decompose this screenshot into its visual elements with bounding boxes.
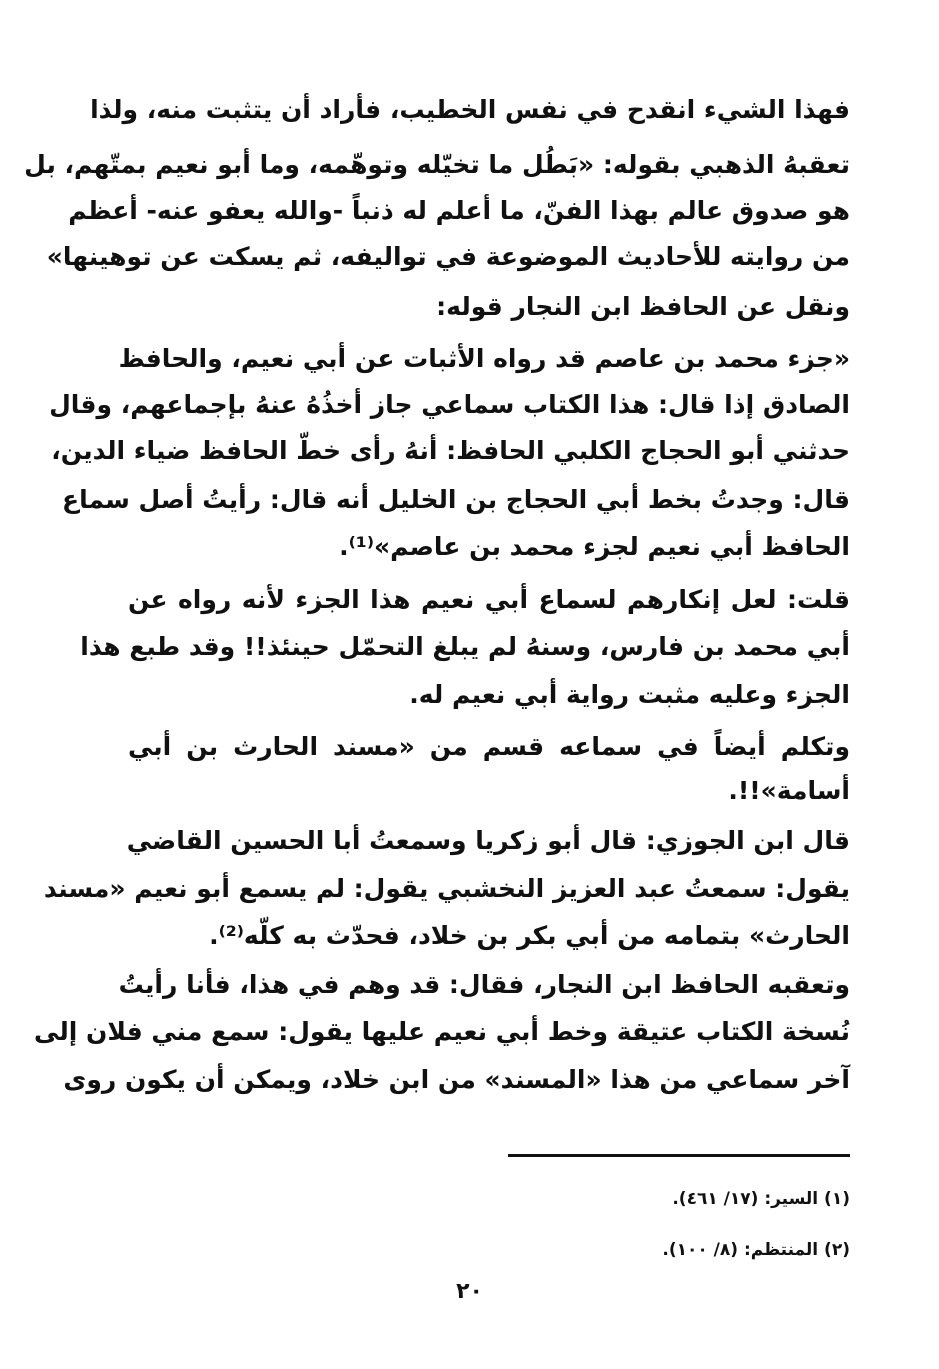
body-line-12: أبي محمد بن فارس، وسنهُ لم يبلغ التحمّل حينئذ!! وقد طبع هذا (80, 632, 850, 661)
body-line-16: قال ابن الجوزي: قال أبو زكريا وسمعتُ أبا الحسين القاضي (126, 826, 850, 855)
body-line-20: نُسخة الكتاب عتيقة وخط أبي نعيم عليها يقول: سمع مني فلان إلى (34, 1017, 850, 1046)
body-line-7: الصادق إذا قال: هذا الكتاب سماعي جاز أخذُهُ عنهُ بإجماعهم، وقال (49, 390, 850, 419)
footnote-2: (٢) المنتظم: (٨/ ١٠٠). (662, 1240, 850, 1260)
footnote-divider (508, 1154, 850, 1157)
body-line-17: يقول: سمعتُ عبد العزيز النخشبي يقول: لم يسمع أبو نعيم «مسند (43, 874, 850, 903)
body-line-21: آخر سماعي من هذا «المسند» من ابن خلاد، ويمكن أن يكون روى (63, 1065, 850, 1094)
body-line-9: قال: وجدتُ بخط أبي الحجاج بن الخليل أنه قال: رأيتُ أصل سماع (62, 485, 850, 514)
body-line-2: تعقبهُ الذهبي بقوله: «بَطُل ما تخيّله وتوهّمه، وما أبو نعيم بمتّهم، بل (24, 150, 850, 179)
body-line-15: أسامة»!!. (728, 776, 850, 805)
body-line-19: وتعقبه الحافظ ابن النجار، فقال: قد وهم في هذا، فأنا رأيتُ (118, 970, 850, 999)
body-line-5: ونقل عن الحافظ ابن النجار قوله: (436, 292, 850, 321)
body-line-14: وتكلم أيضاً في سماعه قسم من «مسند الحارث بن أبي (128, 732, 850, 761)
body-line-11: قلت: لعل إنكارهم لسماع أبي نعيم هذا الجزء لأنه رواه عن (128, 585, 850, 614)
body-line-1: فهذا الشيء انقدح في نفس الخطيب، فأراد أن يتثبت منه، ولذا (90, 95, 850, 124)
body-line-8: حدثني أبو الحجاج الكلبي الحافظ: أنهُ رأى خطّ الحافظ ضياء الدين، (51, 436, 850, 465)
body-line-6: «جزء محمد بن عاصم قد رواه الأثبات عن أبي نعيم، والحافظ (118, 344, 850, 373)
body-line-18: الحارث» بتمامه من أبي بكر بن خلاد، فحدّث به كلّه⁽²⁾. (209, 921, 850, 950)
body-line-10: الحافظ أبي نعيم لجزء محمد بن عاصم»⁽¹⁾. (339, 532, 850, 561)
page-number: ٢٠ (456, 1279, 483, 1304)
body-line-13: الجزء وعليه مثبت رواية أبي نعيم له. (409, 680, 850, 709)
body-line-4: من روايته للأحاديث الموضوعة في تواليفه، ثم يسكت عن توهينها» (46, 242, 850, 271)
body-line-3: هو صدوق عالم بهذا الفنّ، ما أعلم له ذنباً -والله يعفو عنه- أعظم (68, 196, 850, 225)
footnote-1: (١) السير: (١٧/ ٤٦١). (672, 1189, 850, 1209)
